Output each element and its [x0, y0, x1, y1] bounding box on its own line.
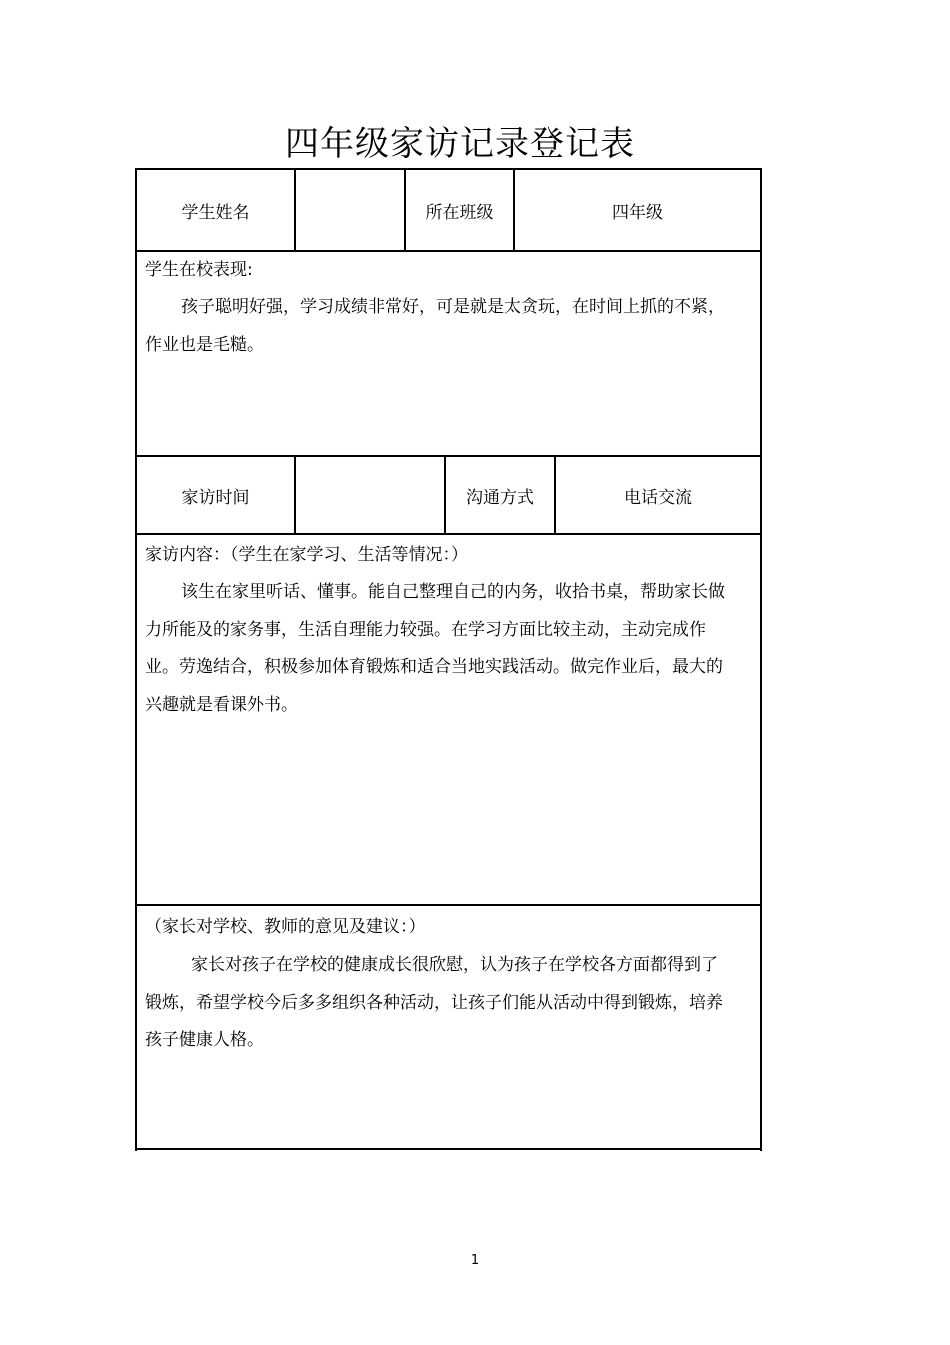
- table-border-right: [760, 168, 762, 1151]
- row-divider: [135, 904, 762, 906]
- visit-time-field[interactable]: [296, 457, 444, 533]
- school-performance-label: 学生在校表现:: [145, 260, 253, 280]
- class-value: 四年级: [612, 202, 663, 223]
- page-number: 1: [470, 1253, 480, 1268]
- class-label: 所在班级: [425, 202, 494, 223]
- visit-content-text: 该生在家里听话、懂事。能自己整理自己的内务，收拾书桌，帮助家长做力所能及的家务事，生活自理能力较强。在学习方面比较主动，主动完成作业。劳逸结合，积极参加体育锻炼和适合当地实践活动。做完作业后，最大的兴趣就是看课外书。: [145, 582, 725, 715]
- row-divider: [135, 533, 762, 535]
- school-performance-text: 孩子聪明好强，学习成绩非常好，可是就是太贪玩，在时间上抓的不紧，作业也是毛糙。: [145, 297, 725, 355]
- student-name-label: 学生姓名: [181, 202, 250, 223]
- table-border-bottom: [135, 1148, 762, 1150]
- parent-feedback-text: 家长对孩子在学校的健康成长很欣慰，认为孩子在学校各方面都得到了锻炼，希望学校今后多多组织各种活动，让孩子们能从活动中得到锻炼，培养孩子健康人格。: [145, 955, 723, 1050]
- parent-feedback-label: （家长对学校、教师的意见及建议：）: [145, 917, 426, 937]
- student-name-field[interactable]: [296, 170, 404, 250]
- table-border-left: [135, 168, 137, 1151]
- visit-time-label: 家访时间: [181, 487, 250, 508]
- method-value: 电话交流: [624, 487, 692, 508]
- method-label: 沟通方式: [466, 487, 534, 508]
- document-title: 四年级家访记录登记表: [285, 124, 635, 164]
- visit-content-label: 家访内容：（学生在家学习、生活等情况：）: [145, 545, 468, 565]
